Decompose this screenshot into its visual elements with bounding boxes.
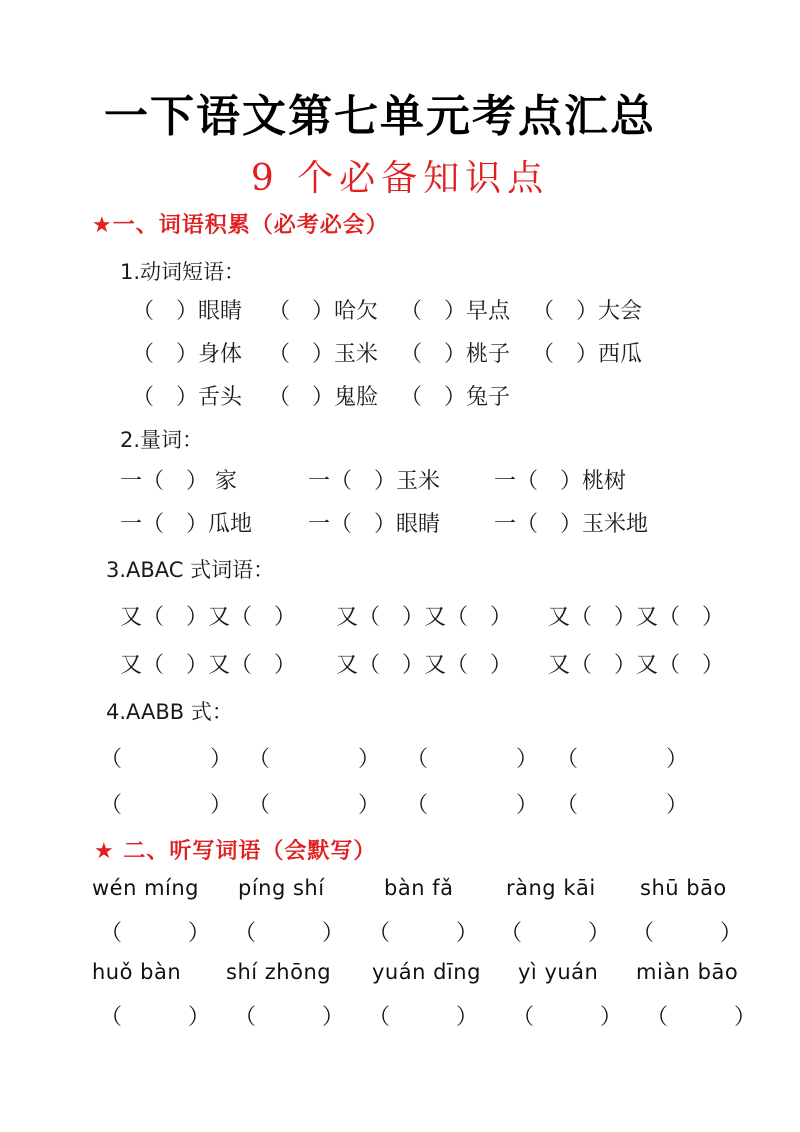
aabb-blank: （ ） <box>100 747 233 772</box>
answer-blank: （ ） <box>500 921 611 946</box>
abac-item: 又（ ）又（ ） <box>120 653 297 678</box>
verb-item: （ ）眼睛 <box>132 299 243 324</box>
abac-item: 又（ ）又（ ） <box>120 605 297 630</box>
pinyin-word: miàn bāo <box>636 960 739 984</box>
aabb-blank: （ ） <box>406 793 539 818</box>
measure-item: 一（ ）玉米地 <box>494 512 649 537</box>
pinyin-word: wén míng <box>92 876 200 900</box>
verb-item: （ ）身体 <box>132 342 243 367</box>
measure-word-heading: 2.量词： <box>120 428 204 452</box>
answer-blank: （ ） <box>100 1005 211 1030</box>
aabb-blank: （ ） <box>406 747 539 772</box>
aabb-blank: （ ） <box>248 747 381 772</box>
aabb-blank: （ ） <box>100 793 233 818</box>
answer-blank: （ ） <box>632 921 743 946</box>
answer-blank: （ ） <box>368 921 479 946</box>
pinyin-word: huǒ bàn <box>92 960 182 984</box>
measure-item: 一（ ） 家 <box>120 469 237 494</box>
verb-item: （ ）大会 <box>532 299 643 324</box>
abac-item: 又（ ）又（ ） <box>548 653 725 678</box>
page-title: 一下语文第七单元考点汇总 <box>104 91 656 142</box>
aabb-blank: （ ） <box>556 747 689 772</box>
verb-item: （ ）桃子 <box>400 342 511 367</box>
abac-item: 又（ ）又（ ） <box>336 653 513 678</box>
abac-item: 又（ ）又（ ） <box>336 605 513 630</box>
verb-item: （ ）兔子 <box>400 385 511 410</box>
pinyin-word: yì yuán <box>518 960 599 984</box>
aabb-blank: （ ） <box>556 793 689 818</box>
pinyin-word: yuán dīng <box>372 960 481 984</box>
aabb-heading: 4.AABB 式： <box>106 700 233 724</box>
measure-item: 一（ ）眼睛 <box>308 512 441 537</box>
verb-item: （ ）玉米 <box>268 342 379 367</box>
verb-item: （ ）哈欠 <box>268 299 379 324</box>
pinyin-word: shū bāo <box>640 876 727 900</box>
pinyin-word: píng shí <box>238 876 325 900</box>
verb-item: （ ）西瓜 <box>532 342 643 367</box>
pinyin-word: bàn fǎ <box>384 876 454 900</box>
answer-blank: （ ） <box>100 921 211 946</box>
abac-item: 又（ ）又（ ） <box>548 605 725 630</box>
measure-item: 一（ ）桃树 <box>494 469 627 494</box>
measure-item: 一（ ）玉米 <box>308 469 441 494</box>
answer-blank: （ ） <box>368 1005 479 1030</box>
verb-phrase-heading: 1.动词短语： <box>120 260 246 284</box>
verb-item: （ ）鬼脸 <box>268 385 379 410</box>
verb-item: （ ）早点 <box>400 299 511 324</box>
pinyin-word: shí zhōng <box>226 960 332 984</box>
measure-item: 一（ ）瓜地 <box>120 512 253 537</box>
section1-heading: ★一、词语积累（必考必会） <box>92 213 389 238</box>
verb-item: （ ）舌头 <box>132 385 243 410</box>
answer-blank: （ ） <box>234 1005 345 1030</box>
abac-heading: 3.ABAC 式词语： <box>106 558 275 582</box>
pinyin-word: ràng kāi <box>506 876 596 900</box>
section2-heading: ★ 二、听写词语（会默写） <box>94 839 377 864</box>
page-subtitle: 9 个必备知识点 <box>250 158 550 199</box>
answer-blank: （ ） <box>512 1005 623 1030</box>
answer-blank: （ ） <box>234 921 345 946</box>
aabb-blank: （ ） <box>248 793 381 818</box>
answer-blank: （ ） <box>646 1005 757 1030</box>
